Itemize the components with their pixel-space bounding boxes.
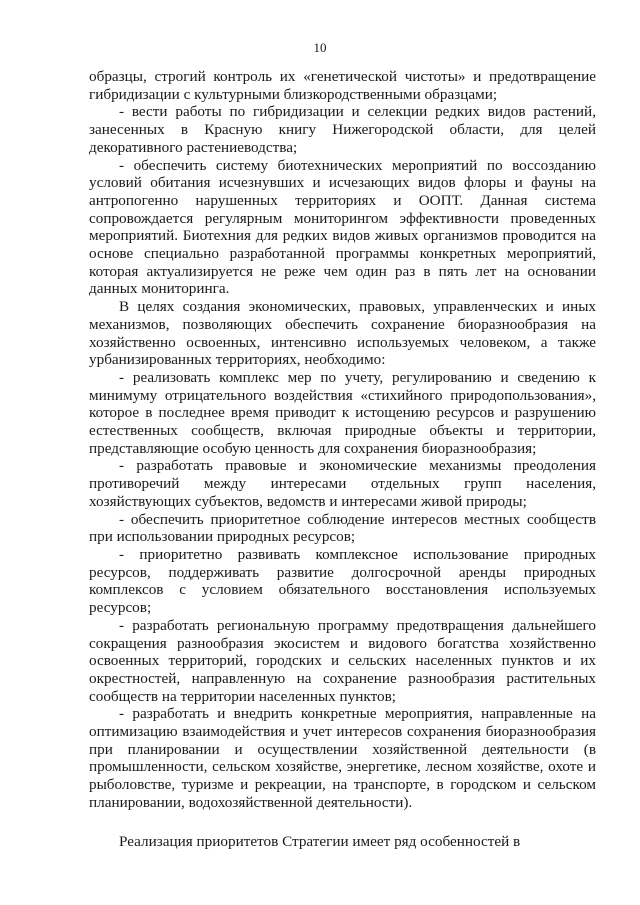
paragraph-9: - разработать региональную программу предотвращения дальнейшего сокращения разнообразия экосистем и видового богатства хозяйственно освоенных территорий, городских и сельских населенных пунктов и их окрестностей, направленную на сохранение разнообразия растительных сообществ на территории населенных пунктов; bbox=[89, 616, 596, 705]
paragraph-1: образцы, строгий контроль их «генетической чистоты» и предотвращение гибридизации с культурными близкородственными образцами; bbox=[89, 68, 596, 103]
page-number: 10 bbox=[313, 40, 327, 55]
paragraph-2: - вести работы по гибридизации и селекции редких видов растений, занесенных в Красную книгу Нижегородской области, для целей декоративного растениеводства; bbox=[89, 103, 596, 156]
paragraph-6: - разработать правовые и экономические механизмы преодоления противоречий между интересами отдельных групп населения, хозяйствующих субъектов, ведомств и интересами живой природы; bbox=[89, 457, 596, 510]
paragraph-3: - обеспечить систему биотехнических мероприятий по воссозданию условий обитания исчезнувших и исчезающих видов флоры и фауны на антропогенно нарушенных территориях и ООПТ. Данная система сопровождается регулярным мониторингом эффективности проведенных мероприятий. Биотехния для редких видов живых организмов проводится на основе специально разработанной программы конкретных мероприятий, которая актуализируется не реже чем один раз в пять лет на основании данных мониторинга. bbox=[89, 156, 596, 298]
paragraph-4: В целях создания экономических, правовых, управленческих и иных механизмов, позволяющих обеспечить сохранение биоразнообразия на хозяйственно освоенных, интенсивно используемых человеком, а также урбанизированных территориях, необходимо: bbox=[89, 298, 596, 369]
paragraph-7: - обеспечить приоритетное соблюдение интересов местных сообществ при использовании природных ресурсов; bbox=[89, 510, 596, 546]
paragraph-5: - реализовать комплекс мер по учету, регулированию и сведению к минимуму отрицательного воздействия «стихийного природопользования», которое в последнее время приводит к истощению ресурсов и разрушению естественных сообществ, включая природные объекты и территории, представляющие особую ценность для сохранения биоразнообразия; bbox=[89, 368, 596, 457]
document-body bbox=[89, 68, 596, 850]
paragraph-11: Реализация приоритетов Стратегии имеет ряд особенностей в bbox=[119, 832, 521, 850]
paragraph-10: - разработать и внедрить конкретные мероприятия, направленные на оптимизацию взаимодействия и учет интересов сохранения биоразнообразия при планировании и осуществлении хозяйственной деятельности (в промышленности, сельском хозяйстве, энергетике, лесном хозяйстве, охоте и рыболовстве, туризме и рекреации, на транспорте, в городском и сельском планировании, водохозяйственной деятельности). bbox=[89, 705, 596, 811]
paragraph-8: - приоритетно развивать комплексное использование природных ресурсов, поддерживать развитие долгосрочной аренды природных комплексов с условием обязательного восстановления используемых ресурсов; bbox=[89, 545, 596, 617]
